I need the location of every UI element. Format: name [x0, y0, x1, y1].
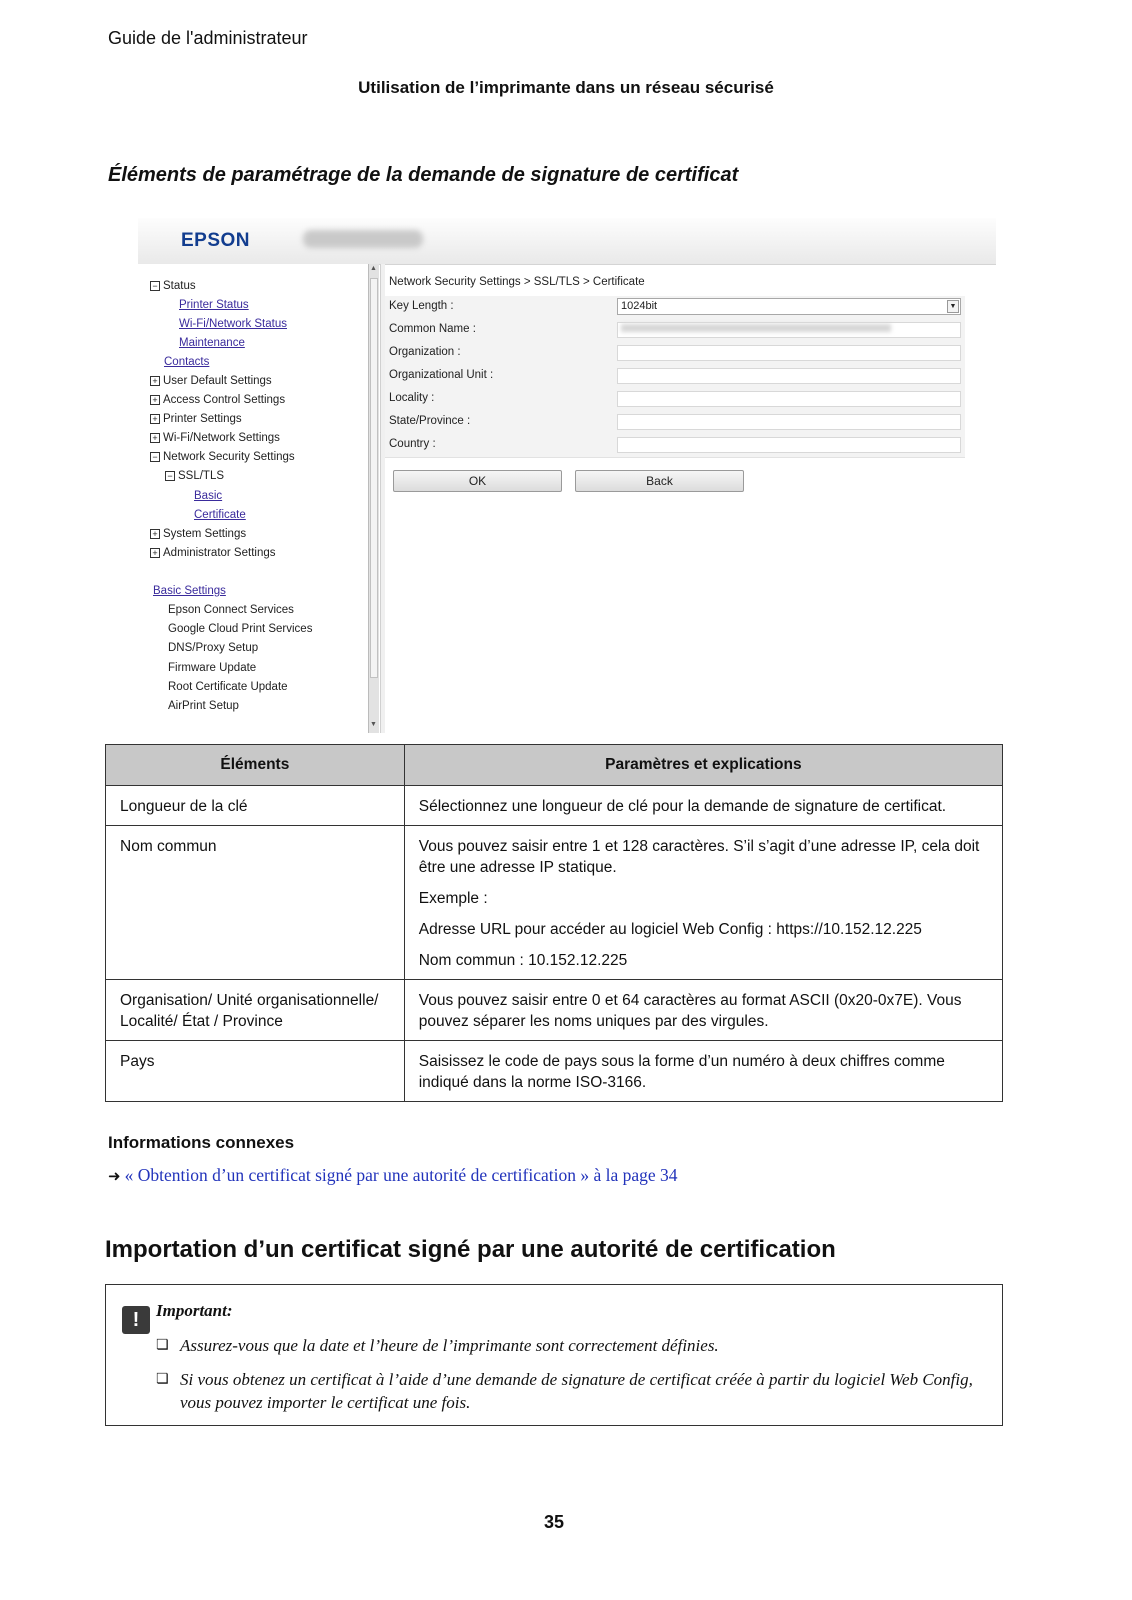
table-cell-desc: Vous pouvez saisir entre 1 et 128 caractères. S’il s’agit d’une adresse IP, cela doit être une adresse IP statique. Exemple : Adresse URL pour accéder au logiciel Web Config : https://10.152.12.225 Nom commun : 10.152.12.225	[404, 826, 1002, 980]
sidebar-item-admin-settings[interactable]: + Administrator Settings	[150, 547, 276, 559]
expand-icon: +	[150, 414, 160, 424]
exclamation-icon: !	[122, 1306, 150, 1334]
collapse-icon: −	[150, 452, 160, 462]
field-row-org-unit	[385, 365, 965, 389]
important-title: Important:	[156, 1301, 233, 1320]
collapse-icon: −	[150, 281, 160, 291]
common-name-blurred-value	[621, 324, 891, 332]
sidebar-item-firmware-update[interactable]: Firmware Update	[168, 662, 257, 674]
checkbox-bullet-icon: ❏	[156, 1337, 169, 1353]
collapse-icon: −	[165, 471, 175, 481]
sidebar-item-wifi-settings[interactable]: + Wi-Fi/Network Settings	[150, 432, 280, 444]
sidebar-item-status[interactable]: − Status	[150, 280, 196, 292]
back-button[interactable]: Back	[575, 470, 744, 492]
epson-logo: EPSON	[181, 230, 251, 251]
important-item: ❏ Si vous obtenez un certificat à l’aide d’une demande de signature de certificat créée à partir du logiciel Web Config, vous pouvez importer le certificat une fois.	[156, 1370, 973, 1412]
arrow-right-icon: ➜	[108, 1167, 121, 1185]
ok-button[interactable]: OK	[393, 470, 562, 492]
related-link[interactable]: ➜ « Obtention d’un certificat signé par une autorité de certification » à la page 34	[108, 1165, 678, 1185]
field-row-common-name	[385, 319, 965, 343]
field-row-locality	[385, 388, 965, 412]
table-cell-item: Organisation/ Unité organisationnelle/ Localité/ État / Province	[106, 980, 405, 1041]
scrollbar-thumb[interactable]	[370, 278, 378, 678]
key-length-label: Key Length :	[389, 300, 454, 312]
sidebar-item-airprint[interactable]: AirPrint Setup	[168, 700, 239, 712]
table-cell-item: Pays	[106, 1041, 405, 1102]
web-config-screenshot	[138, 218, 996, 733]
table-cell-desc: Vous pouvez saisir entre 0 et 64 caractères au format ASCII (0x20-0x7E). Vous pouvez séparer les noms uniques par des virgules.	[404, 980, 1002, 1041]
state-input[interactable]	[617, 414, 961, 430]
field-row-country	[385, 434, 965, 458]
table-cell-desc: Saisissez le code de pays sous la forme d’un numéro à deux chiffres comme indiqué dans la norme ISO-3166.	[404, 1041, 1002, 1102]
running-head: Guide de l'administrateur	[108, 28, 308, 48]
import-heading: Importation d’un certificat signé par une autorité de certification	[105, 1236, 836, 1263]
chevron-down-icon: ▼	[947, 300, 959, 313]
scroll-down-icon[interactable]: ▼	[370, 721, 377, 728]
expand-icon: +	[150, 395, 160, 405]
field-row-state	[385, 411, 965, 435]
checkbox-bullet-icon: ❏	[156, 1371, 169, 1387]
organization-input[interactable]	[617, 345, 961, 361]
sidebar-link-certificate[interactable]: Certificate	[194, 509, 246, 521]
key-length-select[interactable]: 1024bit ▼	[617, 298, 961, 315]
sidebar-scrollbar[interactable]	[368, 264, 379, 733]
sidebar-link-basic[interactable]: Basic	[194, 490, 223, 502]
screenshot-header	[138, 218, 996, 265]
scroll-up-icon[interactable]: ▲	[370, 265, 377, 272]
screenshot-sidebar	[138, 264, 378, 733]
country-label: Country :	[389, 438, 436, 450]
sidebar-item-dns-proxy[interactable]: DNS/Proxy Setup	[168, 642, 259, 654]
locality-input[interactable]	[617, 391, 961, 407]
table-row	[106, 980, 1003, 1041]
sidebar-item-user-default[interactable]: + User Default Settings	[150, 375, 272, 387]
parameters-table	[105, 744, 1003, 1102]
sidebar-item-printer-settings[interactable]: + Printer Settings	[150, 413, 242, 425]
locality-label: Locality :	[389, 392, 435, 404]
table-header-elements: Éléments	[106, 745, 405, 786]
model-name-blurred	[303, 230, 423, 248]
chapter-title: Utilisation de l’imprimante dans un réseau sécurisé	[358, 78, 774, 97]
common-name-label: Common Name :	[389, 323, 476, 335]
table-row	[106, 826, 1003, 980]
expand-icon: +	[150, 433, 160, 443]
sidebar-item-ssl-tls[interactable]: − SSL/TLS	[165, 470, 224, 482]
important-note	[105, 1284, 1003, 1426]
sidebar-item-access-control[interactable]: + Access Control Settings	[150, 394, 285, 406]
page-number: 35	[543, 1512, 565, 1532]
table-row	[106, 786, 1003, 826]
table-cell-desc: Sélectionnez une longueur de clé pour la demande de signature de certificat.	[404, 786, 1002, 826]
expand-icon: +	[150, 548, 160, 558]
country-input[interactable]	[617, 437, 961, 453]
expand-icon: +	[150, 529, 160, 539]
sidebar-item-root-cert-update[interactable]: Root Certificate Update	[168, 681, 288, 693]
sidebar-item-google-cloud[interactable]: Google Cloud Print Services	[168, 623, 313, 635]
field-row-organization	[385, 342, 965, 366]
sidebar-link-printer-status[interactable]: Printer Status	[179, 299, 249, 311]
organization-label: Organization :	[389, 346, 461, 358]
state-label: State/Province :	[389, 415, 471, 427]
table-cell-item: Longueur de la clé	[106, 786, 405, 826]
important-item: ❏ Assurez-vous que la date et l’heure de l’imprimante sont correctement définies.	[156, 1336, 719, 1355]
table-cell-item: Nom commun	[106, 826, 405, 980]
sidebar-item-network-security[interactable]: − Network Security Settings	[150, 451, 295, 463]
org-unit-label: Organizational Unit :	[389, 369, 494, 381]
breadcrumb: Network Security Settings > SSL/TLS > Certificate	[389, 276, 645, 288]
table-header-parameters: Paramètres et explications	[404, 745, 1002, 786]
sidebar-link-basic-settings[interactable]: Basic Settings	[153, 585, 226, 597]
sidebar-item-epson-connect[interactable]: Epson Connect Services	[168, 604, 294, 616]
screenshot-main	[385, 264, 996, 733]
org-unit-input[interactable]	[617, 368, 961, 384]
table-row	[106, 1041, 1003, 1102]
sidebar-link-wifi-status[interactable]: Wi-Fi/Network Status	[179, 318, 287, 330]
related-info-heading: Informations connexes	[108, 1133, 295, 1152]
sidebar-link-contacts[interactable]: Contacts	[164, 356, 210, 368]
section-subtitle: Éléments de paramétrage de la demande de signature de certificat	[108, 164, 739, 186]
sidebar-link-maintenance[interactable]: Maintenance	[179, 337, 245, 349]
field-row-key-length	[385, 296, 965, 320]
sidebar-item-system-settings[interactable]: + System Settings	[150, 528, 246, 540]
expand-icon: +	[150, 376, 160, 386]
